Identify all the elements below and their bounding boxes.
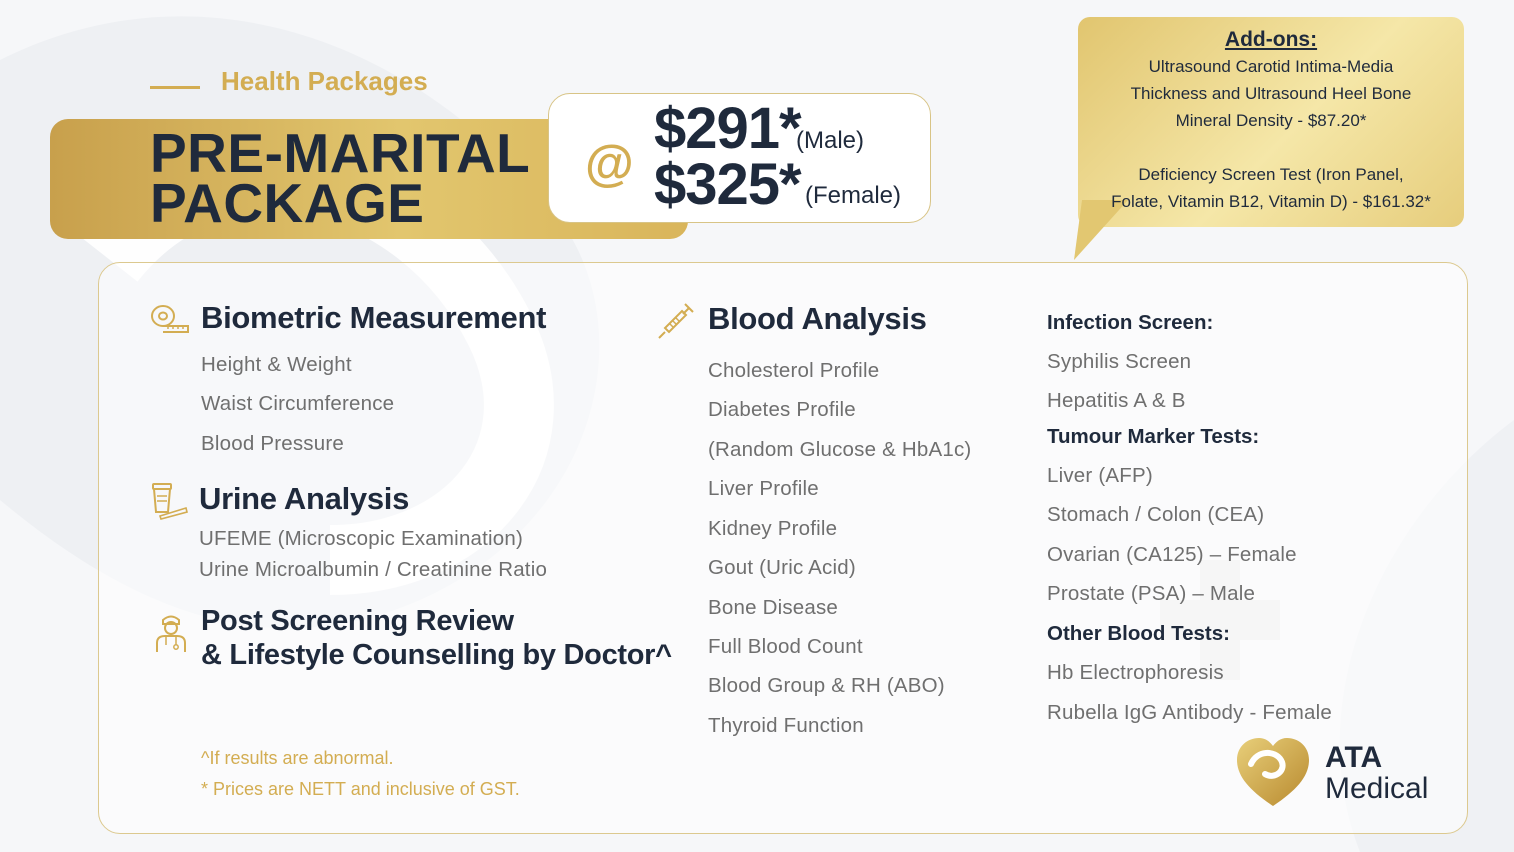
addons-line: Thickness and Ultrasound Heel Bone (1130, 84, 1412, 103)
list-item: Height & Weight (201, 353, 352, 376)
list-item: Hepatitis A & B (1047, 389, 1186, 412)
list-item: Blood Group & RH (ABO) (708, 674, 945, 697)
list-item: Prostate (PSA) – Male (1047, 582, 1256, 605)
list-item: UFEME (Microscopic Examination) (199, 527, 524, 550)
section-label: Health Packages (221, 66, 428, 96)
biometric-title: Biometric Measurement (201, 300, 547, 335)
syringe-icon (657, 300, 697, 340)
list-item: Liver Profile (708, 477, 819, 500)
addons-line: Ultrasound Carotid Intima-Media (1148, 57, 1394, 76)
list-item: Liver (AFP) (1047, 464, 1153, 487)
list-item: Urine Microalbumin / Creatinine Ratio (199, 558, 548, 581)
package-title (150, 122, 531, 234)
list-item: Syphilis Screen (1047, 350, 1192, 373)
logo-line2: Medical (1325, 772, 1429, 805)
other-blood-tests-title: Other Blood Tests: (1047, 622, 1230, 645)
addons-line: Mineral Density - $87.20* (1175, 111, 1367, 130)
list-item: Bone Disease (708, 596, 839, 619)
review-title-line1: Post Screening Review (201, 605, 514, 637)
price-female: $325* (654, 152, 801, 217)
addons-line: Folate, Vitamin B12, Vitamin D) - $161.32* (1111, 192, 1431, 211)
list-item: Blood Pressure (201, 432, 344, 455)
at-symbol: @ (585, 135, 634, 191)
review-title-line2: & Lifestyle Counselling by Doctor^ (201, 639, 672, 671)
list-item: (Random Glucose & HbA1c) (708, 438, 972, 461)
section-label-line (150, 86, 200, 89)
price-male-label: (Male) (796, 127, 865, 154)
list-item: Waist Circumference (201, 392, 395, 415)
heart-logo-icon (1235, 736, 1311, 808)
addons-content (1080, 26, 1462, 215)
addons-line: Deficiency Screen Test (Iron Panel, (1138, 165, 1404, 184)
footnote-abnormal: ^If results are abnormal. (201, 748, 394, 768)
urine-title: Urine Analysis (199, 481, 410, 516)
list-item: Diabetes Profile (708, 398, 856, 421)
addons-title: Add-ons: (1224, 28, 1318, 51)
tape-measure-icon (150, 302, 190, 334)
list-item: Ovarian (CA125) – Female (1047, 543, 1297, 566)
list-item: Hb Electrophoresis (1047, 661, 1224, 684)
urine-cup-icon (150, 482, 188, 520)
list-item: Rubella IgG Antibody - Female (1047, 701, 1332, 724)
footnote-prices: * Prices are NETT and inclusive of GST. (201, 779, 520, 799)
package-title-line2: PACKAGE (150, 172, 425, 234)
doctor-icon (154, 613, 188, 653)
list-item: Cholesterol Profile (708, 359, 880, 382)
price-female-label: (Female) (805, 182, 902, 209)
package-title-line1: PRE-MARITAL (150, 122, 531, 184)
list-item: Gout (Uric Acid) (708, 556, 856, 579)
tumour-marker-title: Tumour Marker Tests: (1047, 425, 1260, 448)
logo-text (1325, 742, 1428, 804)
logo-line1: ATA (1325, 741, 1383, 774)
list-item: Thyroid Function (708, 714, 864, 737)
price-male: $291* (654, 96, 801, 161)
infection-screen-title: Infection Screen: (1047, 311, 1214, 334)
blood-analysis-title: Blood Analysis (708, 301, 927, 336)
list-item: Full Blood Count (708, 635, 863, 658)
list-item: Kidney Profile (708, 517, 838, 540)
list-item: Stomach / Colon (CEA) (1047, 503, 1265, 526)
